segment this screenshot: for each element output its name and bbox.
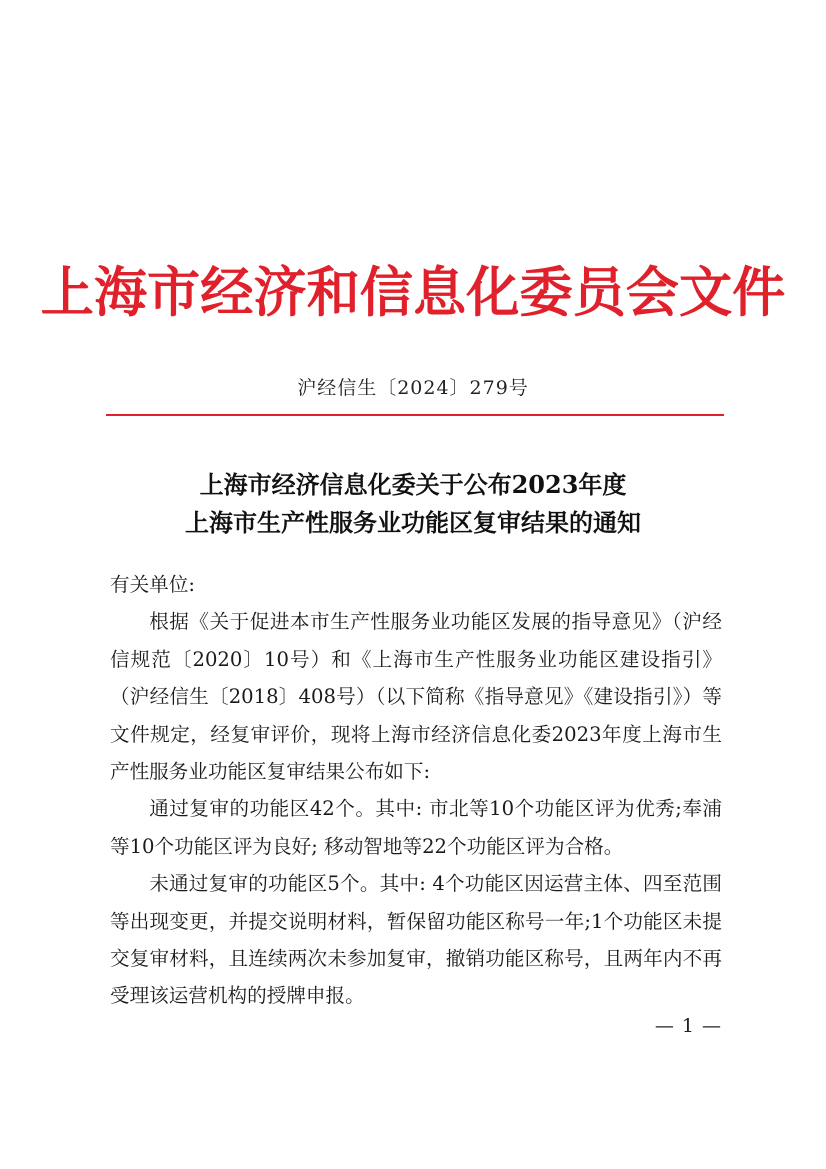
red-divider-line	[106, 414, 724, 416]
issuer-header: 上海市经济和信息化委员会文件	[40, 260, 786, 324]
notice-title	[0, 466, 826, 542]
paragraph-passed: 通过复审的功能区42个。其中: 市北等10个功能区评为优秀;奉浦等10个功能区评为良好; 移动智地等22个功能区评为合格。	[110, 797, 722, 858]
paragraph-basis: 根据《关于促进本市生产性服务业功能区发展的指导意见》（沪经信规范〔2020〕10号）和《上海市生产性服务业功能区建设指引》（沪经信生〔2018〕408号）（以下简称《指导意见》《建设指引》）等文件规定，经复审评价，现将上海市经济信息化委2023年度上海市生产性服务业功能区复审结果公布如下:	[110, 610, 722, 784]
notice-body	[110, 566, 722, 1015]
title-line-1: 上海市经济信息化委关于公布2023年度	[199, 470, 627, 499]
salutation: 有关单位:	[110, 573, 195, 596]
title-line-2: 上海市生产性服务业功能区复审结果的通知	[185, 508, 641, 537]
document-number: 沪经信生〔2024〕279号	[297, 377, 529, 399]
paragraph-failed: 未通过复审的功能区5个。其中: 4个功能区因运营主体、四至范围等出现变更，并提交说明材料，暂保留功能区称号一年;1个功能区未提交复审材料，且连续两次未参加复审，撤销功能区称号，且两年内不再受理该运营机构的授牌申报。	[110, 872, 722, 1008]
page-number: — 1 —	[654, 1015, 722, 1037]
